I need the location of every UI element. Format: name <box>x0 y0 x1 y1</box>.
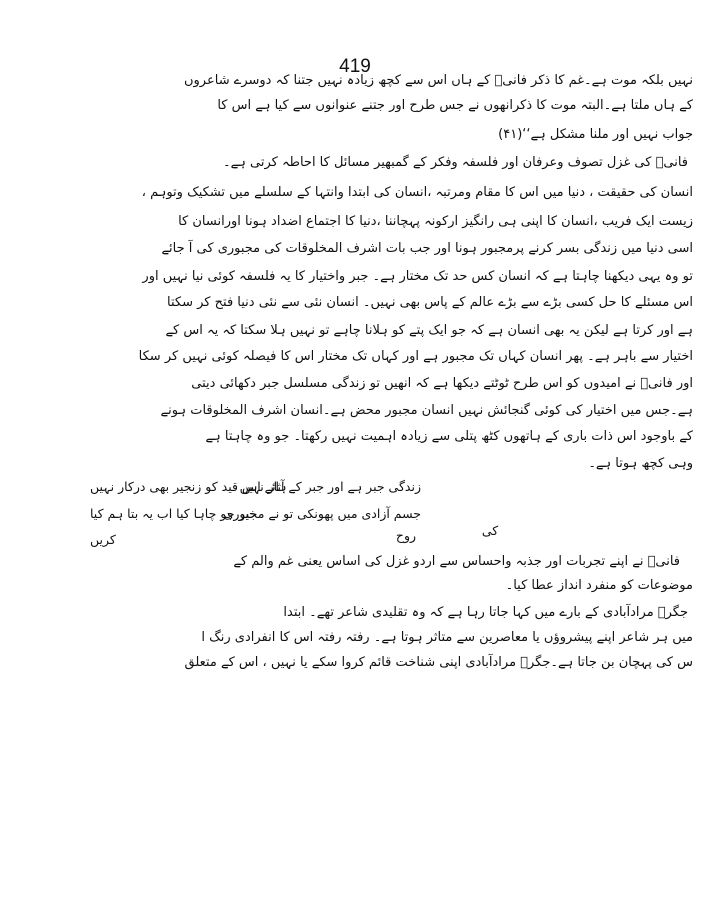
text-line: ہے اور کرتا ہے لیکن یہ بھی انسان ہے کہ جو ایک پتے کو ہلانا چاہے تو نہیں ہلا سکتا کہ یہ اس کے <box>165 323 693 338</box>
text-line: انسان کی حقیقت ، دنیا میں اس کا مقام ومرتبہ ،انسان کی ابتدا وانتہا کے سلسلے میں تشکیک وتوہم ، <box>141 185 693 200</box>
text-line: نہیں بلکہ موت ہے۔غم کا ذکر فانیؔ کے ہاں اس سے کچھ زیادہ نہیں جتنا کہ دوسرے شاعروں <box>183 73 693 88</box>
text-line: کے باوجود اس ذات باری کے ہاتھوں کٹھ پتلی سے زیادہ اہمیت نہیں رکھتا۔ جو وہ چاہتا ہے <box>205 429 693 444</box>
text-line: اور فانیؔ نے امیدوں کو اس طرح ٹوٹتے دیکھا ہے کہ انھیں تو زندگی مسلسل جبر دکھائی دیتی <box>191 376 693 391</box>
text-line: اختیار سے باہر ہے۔ پھر انسان کہاں تک مجبور ہے اور کہاں تک مختار اس کا فیصلہ کوئی نہیں کر سکا <box>138 349 693 364</box>
text-line: جگرؔ مرادآبادی کے بارے میں کہا جاتا رہا ہے کہ وہ تقلیدی شاعر تھے۔ ابتدا <box>283 605 688 620</box>
verse-line-right: زندگی جبر ہے اور جبر کے آثار نہیں <box>239 479 421 494</box>
text-line: کے ہاں ملتا ہے۔البتہ موت کا ذکرانھوں نے جس طرح اور جتنے عنوانوں سے کیا ہے اس کا <box>217 98 693 113</box>
verse-fragment: روح <box>395 528 417 543</box>
text-line: فانیؔ کی غزل تصوف وعرفان اور فلسفہ وفکر کے گمبھیر مسائل کا احاطہ کرتی ہے۔ <box>223 155 688 170</box>
text-line: س کی پہچان بن جاتا ہے۔جگرؔ مرادآبادی اپنی شناخت قائم کروا سکے یا نہیں ، اس کے متعلق <box>184 655 693 670</box>
text-line: اسی دنیا میں زندگی بسر کرنے پرمجبور ہونا اور جب بات اشرف المخلوقات کی مجبوری کی آ جائے <box>161 241 693 256</box>
text-line: اس مسئلے کا حل کسی بڑے سے بڑے عالم کے پاس بھی نہیں۔ انسان نئی سے نئی دنیا فتح کر سکتا <box>167 295 693 310</box>
verse-line-right: جسم آزادی میں پھونکی تو نے مجبوری <box>223 506 421 521</box>
verse-line-left: خیر جو چاہا کیا اب یہ بتا ہم کیا <box>90 506 257 521</box>
page-number: 419 <box>339 56 371 77</box>
text-line: وہی کچھ ہوتا ہے۔ <box>588 456 693 471</box>
text-line: فانیؔ نے اپنے تجربات اور جذبہ واحساس سے اردو غزل کی اساس یعنی غم والم کے <box>233 554 680 569</box>
text-line: جواب نہیں اور ملنا مشکل ہے‘‘(۴۱) <box>498 127 693 142</box>
verse-fragment: کریں <box>90 532 116 547</box>
text-line: میں ہر شاعر اپنے پیشروؤں یا معاصرین سے متاثر ہوتا ہے۔ رفتہ رفتہ اس کا انفرادی رنگ ا <box>201 630 693 645</box>
text-line: تو وہ یہی دیکھنا چاہتا ہے کہ انسان کس حد تک مختار ہے۔ جبر واختیار کا یہ فلسفہ کوئی نیا نہیں اور <box>142 269 693 284</box>
verse-fragment: کی <box>481 523 499 538</box>
verse-line-left: ہائے اس قید کو زنجیر بھی درکار نہیں <box>90 479 287 494</box>
text-line: موضوعات کو منفرد انداز عطا کیا۔ <box>505 578 693 593</box>
text-line: زیست ایک فریب ،انسان کا اپنی ہی رانگیز ارکونہ پہچاننا ،دنیا کا اجتماع اضداد ہونا اورانسان کا <box>178 214 693 229</box>
text-line: ہے۔جس میں اختیار کی کوئی گنجائش نہیں انسان مجبور محض ہے۔انسان اشرف المخلوقات ہونے <box>160 403 693 418</box>
